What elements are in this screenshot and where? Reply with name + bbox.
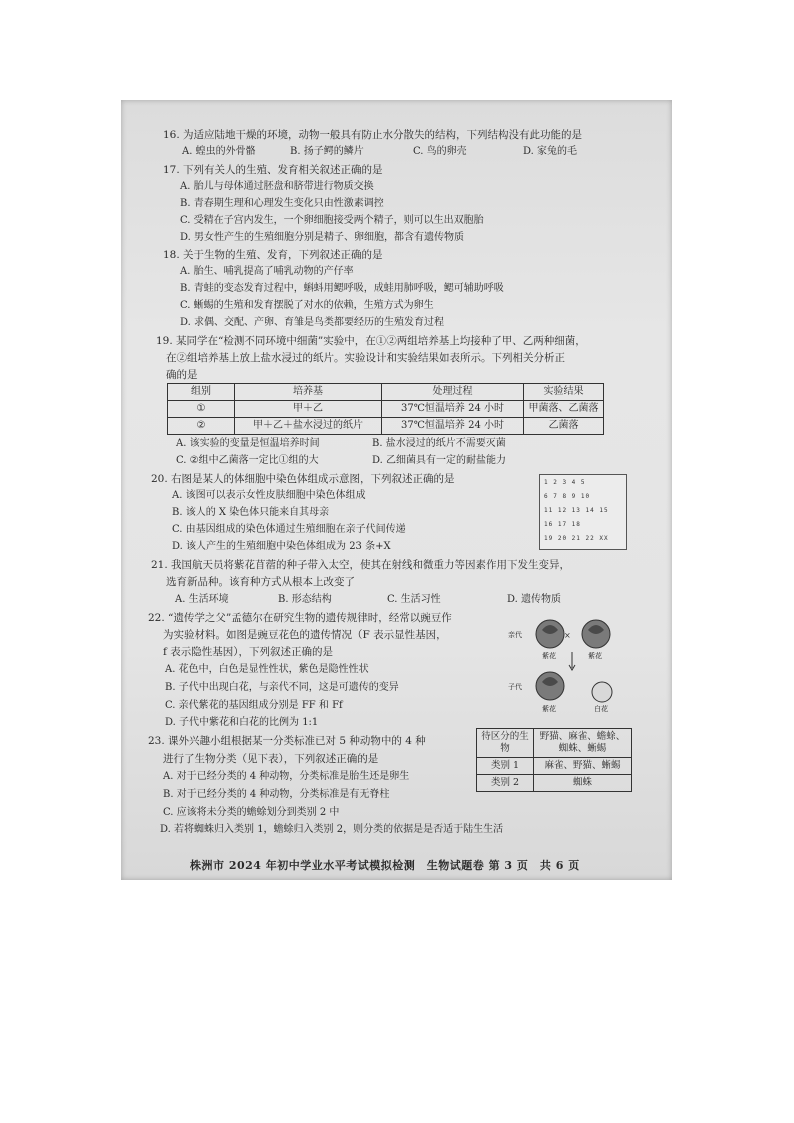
q17-option-d: D. 男女性产生的生殖细胞分别是精子、卵细胞，都含有遗传物质 [180, 232, 465, 243]
child-label: 子代 [508, 683, 522, 691]
q17-option-b: B. 青春期生理和心理发生变化只由性激素调控 [180, 198, 384, 209]
q21-option-d: D. 遗传物质 [507, 594, 562, 605]
q22-stem-line3: f 表示隐性基因），下列叙述正确的是 [163, 646, 333, 658]
parent-purple-label: 紫花 [588, 652, 602, 660]
q22-option-b: B. 子代中出现白花，与亲代不同，这是可遗传的变异 [165, 682, 399, 693]
q20-stem: 20. 右图是某人的体细胞中染色体组成示意图，下列叙述正确的是 [151, 473, 455, 485]
q23-option-d: D. 若将蜘蛛归入类别 1，蟾蜍归入类别 2，则分类的依据是是否适于陆生生活 [160, 824, 504, 835]
q18-stem: 18. 关于生物的生殖、发育，下列叙述正确的是 [163, 249, 383, 261]
q19-stem-line1: 19. 某同学在“检测不同环境中细菌”实验中，在①②两组培养基上均接种了甲、乙两种细菌， [156, 335, 586, 347]
q22-option-a: A. 花色中，白色是显性性状，紫色是隐性性状 [165, 664, 369, 675]
child-white-flower-icon [592, 682, 612, 702]
q21-stem-line2: 选育新品种。该育种方式从根本上改变了 [166, 576, 355, 588]
karyotype-row: 19 20 21 22 XX [544, 535, 609, 542]
q19-option-c: C. ②组中乙菌落一定比①组的大 [176, 455, 319, 466]
cross-symbol: × [564, 631, 571, 640]
q21-option-c: C. 生活习性 [387, 594, 441, 605]
table-cell: 甲＋乙 [235, 401, 382, 418]
col-header: 组别 [168, 384, 235, 401]
table-row [477, 729, 632, 758]
q22-stem-line2: 为实验材料。如图是豌豆花色的遗传情况（F 表示显性基因， [163, 629, 447, 641]
table-cell: 蜘蛛 [534, 775, 632, 792]
parent-label: 亲代 [508, 631, 522, 639]
table-cell: 野猫、麻雀、蟾蜍、蜘蛛、蜥蜴 [534, 729, 632, 758]
q19-option-d: D. 乙细菌具有一定的耐盐能力 [372, 455, 507, 466]
q21-option-b: B. 形态结构 [278, 594, 332, 605]
karyotype-row: 6 7 8 9 10 [544, 493, 591, 500]
q17-option-a: A. 胎儿与母体通过胚盘和脐带进行物质交换 [180, 181, 374, 192]
q19-stem-line3: 确的是 [166, 369, 198, 381]
q22-option-c: C. 亲代紫花的基因组成分别是 FF 和 Ff [165, 700, 343, 711]
q16-option-b: B. 扬子鳄的鳞片 [290, 146, 364, 157]
table-cell: ② [168, 418, 235, 435]
karyotype-figure [539, 474, 627, 550]
table-cell: 甲菌落、乙菌落 [524, 401, 604, 418]
q23-stem-line1: 23. 课外兴趣小组根据某一分类标准已对 5 种动物中的 4 种 [148, 735, 426, 747]
pea-inheritance-figure [508, 612, 622, 722]
q23-option-c: C. 应该将未分类的蟾蜍划分到类别 2 中 [163, 807, 340, 818]
karyotype-row: 16 17 18 [544, 521, 581, 528]
table-cell: 甲＋乙＋盐水浸过的纸片 [235, 418, 382, 435]
table-cell: 类别 2 [477, 775, 534, 792]
page-footer: 株洲市 2024 年初中学业水平考试模拟检测 生物试题卷 第 3 页 共 6 页 [190, 859, 580, 872]
q23-option-b: B. 对于已经分类的 4 种动物，分类标准是有无脊柱 [163, 789, 390, 800]
karyotype-row: 1 2 3 4 5 [544, 479, 586, 486]
table-cell: ① [168, 401, 235, 418]
q17-stem: 17. 下列有关人的生殖、发育相关叙述正确的是 [163, 164, 383, 176]
table-row [168, 418, 604, 435]
q18-option-d: D. 求偶、交配、产卵、育雏是鸟类都要经历的生殖发育过程 [180, 317, 445, 328]
child-white-label: 白花 [594, 705, 608, 713]
q19-option-a: A. 该实验的变量是恒温培养时间 [176, 438, 320, 449]
table-cell: 37℃恒温培养 24 小时 [382, 418, 524, 435]
table-row [477, 775, 632, 792]
q20-option-b: B. 该人的 X 染色体只能来自其母亲 [172, 507, 330, 518]
q19-option-b: B. 盐水浸过的纸片不需要灭菌 [372, 438, 506, 449]
q21-option-a: A. 生活环境 [175, 594, 229, 605]
q18-option-c: C. 蜥蜴的生殖和发育摆脱了对水的依赖，生殖方式为卵生 [180, 300, 434, 311]
q19-stem-line2: 在②组培养基上放上盐水浸过的纸片。实验设计和实验结果如表所示。下列相关分析正 [166, 352, 565, 364]
q16-option-c: C. 鸟的卵壳 [413, 146, 467, 157]
q20-option-c: C. 由基因组成的染色体通过生殖细胞在亲子代间传递 [172, 524, 406, 535]
col-header: 处理过程 [382, 384, 524, 401]
karyotype-row: 11 12 13 14 15 [544, 507, 609, 514]
q16-option-d: D. 家兔的毛 [523, 146, 578, 157]
q20-option-d: D. 该人产生的生殖细胞中染色体组成为 23 条+X [172, 541, 391, 552]
table-cell: 麻雀、野猫、蜥蜴 [534, 758, 632, 775]
q20-option-a: A. 该图可以表示女性皮肤细胞中染色体组成 [172, 490, 366, 501]
table-cell: 待区分的生物 [477, 729, 534, 758]
child-purple-label: 紫花 [542, 705, 556, 713]
q23-option-a: A. 对于已经分类的 4 种动物，分类标准是胎生还是卵生 [163, 771, 410, 782]
q22-option-d: D. 子代中紫花和白花的比例为 1:1 [165, 717, 319, 728]
table-cell: 乙菌落 [524, 418, 604, 435]
q18-option-a: A. 胎生、哺乳提高了哺乳动物的产仔率 [180, 266, 354, 277]
q23-stem-line2: 进行了生物分类（见下表），下列叙述正确的是 [163, 753, 379, 765]
table-header-row [168, 384, 604, 401]
q23-classification-table [476, 728, 632, 792]
table-row [168, 401, 604, 418]
parent-purple-label: 紫花 [542, 652, 556, 660]
q22-stem-line1: 22. “遗传学之父”孟德尔在研究生物的遗传规律时，经常以豌豆作 [148, 612, 452, 624]
table-cell: 类别 1 [477, 758, 534, 775]
col-header: 实验结果 [524, 384, 604, 401]
q21-stem-line1: 21. 我国航天员将紫花苜蓿的种子带入太空，使其在射线和微重力等因素作用下发生变异， [151, 559, 571, 571]
q19-results-table [167, 383, 604, 435]
q16-option-a: A. 蝗虫的外骨骼 [182, 146, 256, 157]
q18-option-b: B. 青蛙的变态发育过程中，蝌蚪用鳃呼吸，成蛙用肺呼吸，鳃可辅助呼吸 [180, 283, 504, 294]
table-row [477, 758, 632, 775]
q17-option-c: C. 受精在子宫内发生，一个卵细胞接受两个精子，则可以生出双胞胎 [180, 215, 484, 226]
q16-stem: 16. 为适应陆地干燥的环境，动物一般具有防止水分散失的结构，下列结构没有此功能的是 [163, 129, 583, 141]
col-header: 培养基 [235, 384, 382, 401]
table-cell: 37℃恒温培养 24 小时 [382, 401, 524, 418]
